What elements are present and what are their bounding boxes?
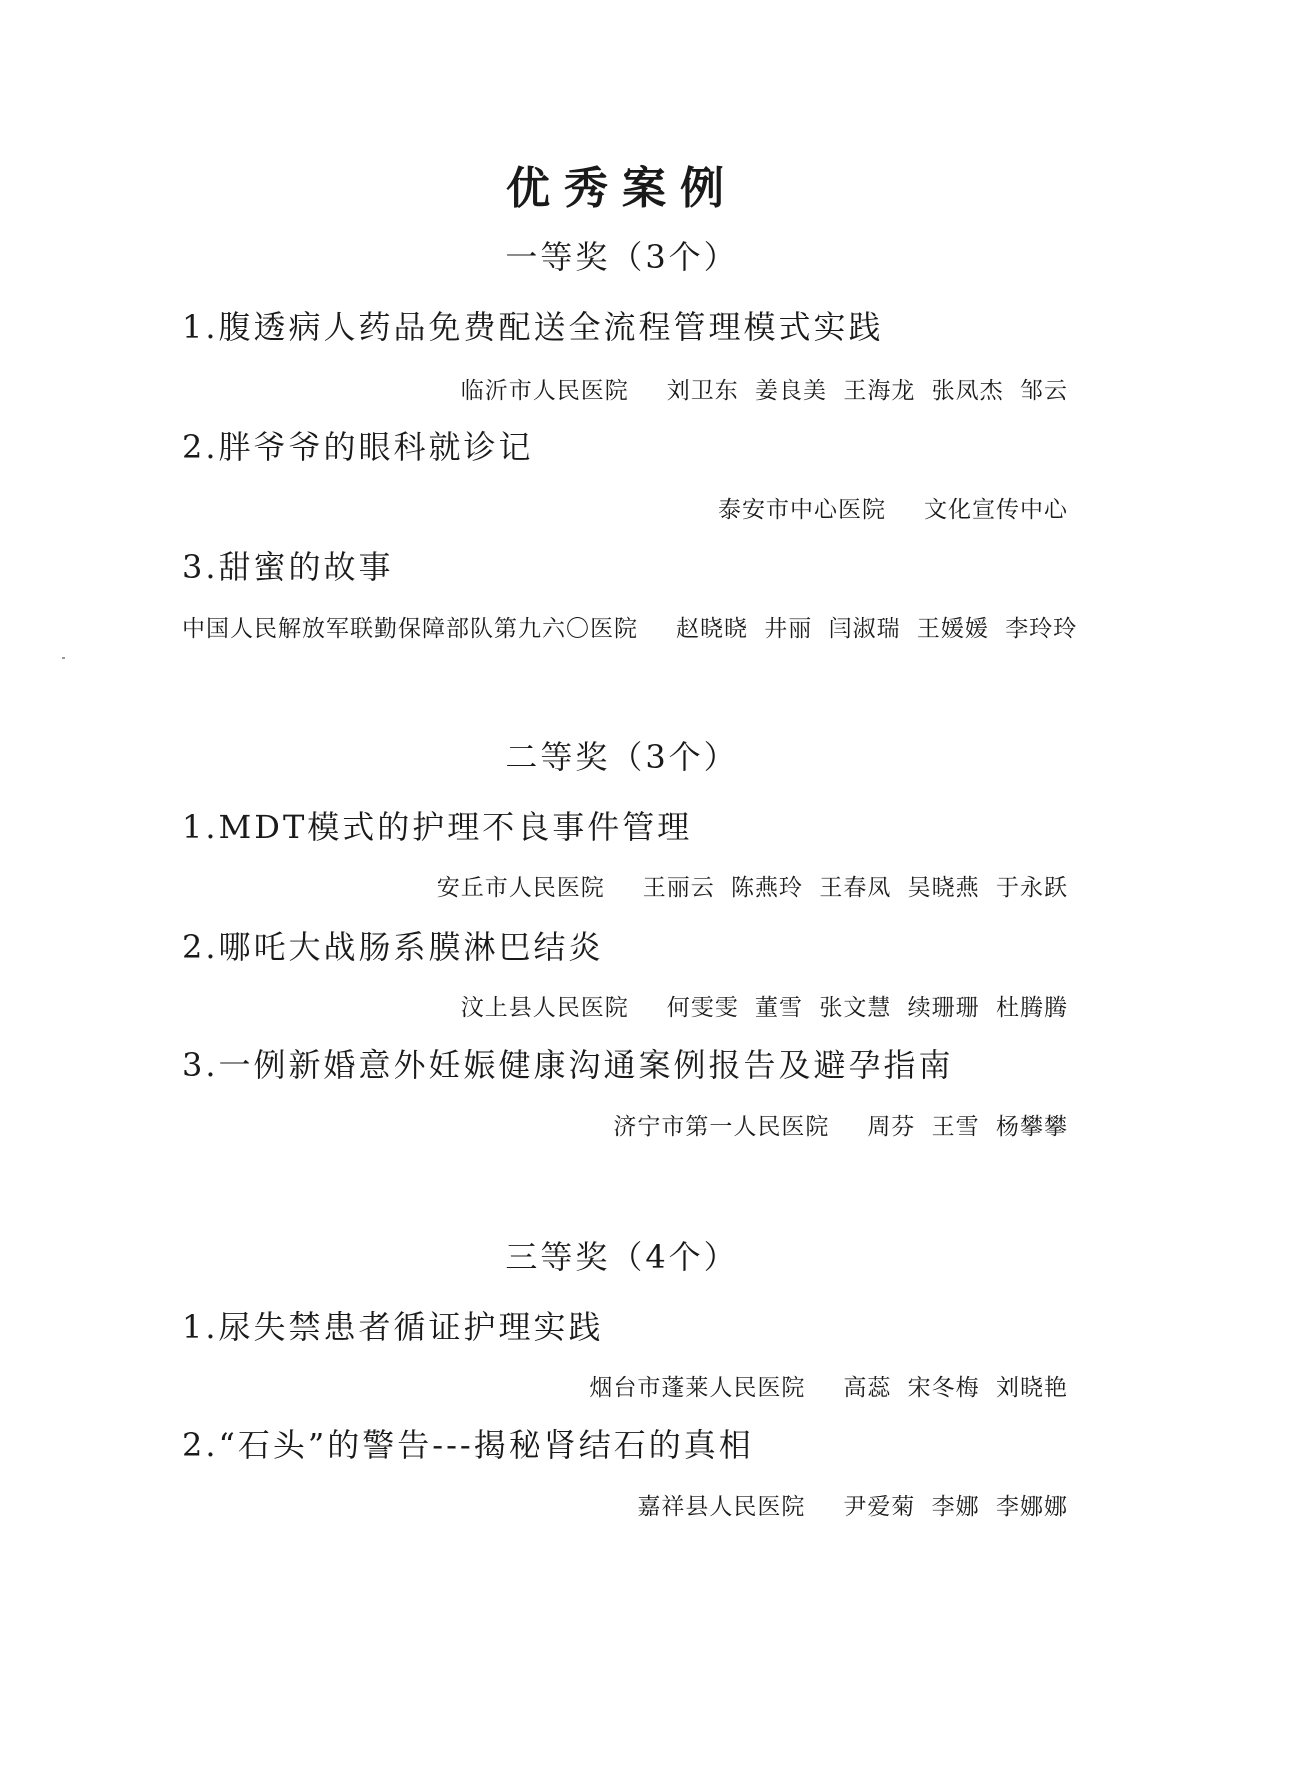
page-title: 优秀案例 [506, 163, 738, 214]
case-authors: 文化宣传中心 [924, 497, 1068, 523]
case-title: 2.“石头”的警告---揭秘肾结石的真相 [182, 1426, 754, 1464]
case-title: 3.甜蜜的故事 [182, 548, 394, 586]
case-organization: 泰安市中心医院 [718, 497, 886, 523]
case-authors: 高蕊 宋冬梅 刘晓艳 [843, 1375, 1068, 1401]
case-authors: 刘卫东 姜良美 王海龙 张凤杰 邹云 [666, 378, 1068, 404]
scan-speck [62, 657, 65, 659]
section-heading-first-prize: 一等奖（3个） [505, 238, 739, 276]
case-authors: 尹爱菊 李娜 李娜娜 [843, 1494, 1068, 1520]
case-credit [182, 610, 1077, 643]
case-authors: 赵晓晓 井丽 闫淑瑞 王媛媛 李玲玲 [676, 616, 1078, 642]
case-title: 1.腹透病人药品免费配送全流程管理模式实践 [182, 308, 884, 346]
case-authors: 王丽云 陈燕玲 王春凤 吴晓燕 于永跃 [642, 875, 1068, 901]
case-title: 3.一例新婚意外妊娠健康沟通案例报告及避孕指南 [182, 1046, 954, 1084]
section-heading-third-prize: 三等奖（4个） [505, 1238, 739, 1276]
case-credit [589, 1369, 1068, 1402]
case-credit [637, 1488, 1068, 1521]
case-organization: 济宁市第一人民医院 [613, 1114, 830, 1140]
case-credit [461, 989, 1068, 1022]
case-organization: 安丘市人民医院 [436, 875, 605, 901]
case-credit [613, 1108, 1068, 1141]
case-credit [718, 491, 1068, 524]
case-authors: 何雯雯 董雪 张文慧 续珊珊 杜腾腾 [666, 995, 1068, 1021]
case-organization: 嘉祥县人民医院 [637, 1494, 806, 1520]
case-organization: 汶上县人民医院 [460, 995, 629, 1021]
case-organization: 临沂市人民医院 [460, 378, 629, 404]
section-heading-second-prize: 二等奖（3个） [505, 738, 739, 776]
case-title: 2.胖爷爷的眼科就诊记 [182, 428, 534, 466]
case-title: 1.MDT模式的护理不良事件管理 [182, 808, 693, 846]
case-organization: 烟台市蓬莱人民医院 [589, 1375, 806, 1401]
case-title: 2.哪吒大战肠系膜淋巴结炎 [182, 928, 604, 966]
case-title: 1.尿失禁患者循证护理实践 [182, 1308, 604, 1346]
case-organization: 中国人民解放军联勤保障部队第九六〇医院 [182, 616, 638, 642]
case-credit [437, 869, 1068, 902]
case-credit [461, 372, 1068, 405]
case-authors: 周芬 王雪 杨攀攀 [867, 1114, 1068, 1140]
